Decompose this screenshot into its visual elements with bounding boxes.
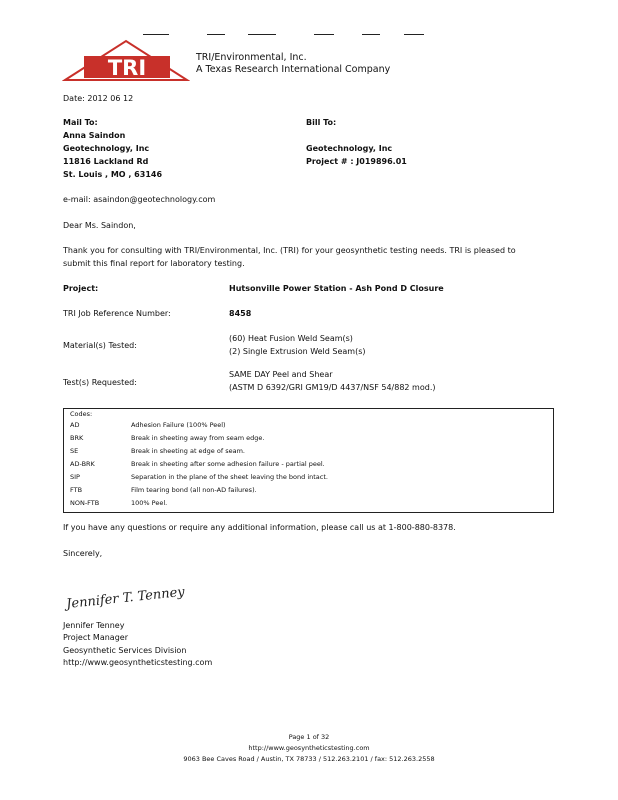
tests-line: SAME DAY Peel and Shear [229,370,333,379]
sincerely: Sincerely, [63,549,103,558]
signer-division: Geosynthetic Services Division [63,646,187,655]
job-ref-label: TRI Job Reference Number: [63,309,171,318]
signer-url[interactable]: http://www.geosyntheticstesting.com [63,658,213,667]
codes-title [64,410,553,420]
intro-line: submit this final report for laboratory testing. [63,259,245,268]
header-rule [314,34,334,35]
code-desc: 100% Peel. [131,499,168,507]
signer-name: Jennifer Tenney [63,621,125,630]
code-key: BRK [70,434,84,442]
mail-to-street: 11816 Lackland Rd [63,157,149,166]
header-rule [207,34,225,35]
code-desc: Film tearing bond (all non-AD failures). [131,486,257,494]
materials-label: Material(s) Tested: [63,341,137,350]
closing-line: If you have any questions or require any additional information, please call us at 1-800-880-8378. [63,523,456,532]
mail-to-label: Mail To: [63,118,98,127]
code-row [64,421,553,431]
header-rule [404,34,424,35]
code-key: SE [70,447,79,455]
signature-text: Jennifer T. Tenney [65,584,186,613]
signer-title: Project Manager [63,633,128,642]
code-row [64,486,553,496]
code-desc: Break in sheeting away from seam edge. [131,434,265,442]
footer-url[interactable]: http://www.geosyntheticstesting.com [248,744,370,752]
footer-page: Page 1 of 32 [288,733,330,741]
code-key: SIP [70,473,80,481]
mail-to-city: St. Louis , MO , 63146 [63,170,163,179]
company-subtitle: A Texas Research International Company [196,64,391,75]
job-ref-value: 8458 [229,309,252,318]
codes-box [63,408,554,513]
mail-to-name: Anna Saindon [63,131,126,140]
company-name: TRI/Environmental, Inc. [196,52,307,63]
header-rule [248,34,276,35]
tri-logo [62,38,190,84]
project-value: Hutsonville Power Station - Ash Pond D Closure [229,284,444,293]
email-line: e-mail: asaindon@geotechnology.com [63,195,216,204]
signature [64,578,194,614]
code-desc: Break in sheeting at edge of seam. [131,447,245,455]
code-key: FTB [70,486,83,494]
header-rule [362,34,380,35]
materials-line: (2) Single Extrusion Weld Seam(s) [229,347,366,356]
code-desc: Break in sheeting after some adhesion failure - partial peel. [131,460,325,468]
bill-to-label: Bill To: [306,118,337,127]
codes-title-text: Codes: [70,410,93,418]
intro-line: Thank you for consulting with TRI/Environmental, Inc. (TRI) for your geosynthetic testing needs. TRI is pleased to [63,246,516,255]
code-key: NON-FTB [70,499,100,507]
code-row [64,447,553,457]
logo-text: TRI [107,56,147,80]
code-key: AD [70,421,80,429]
footer-address: 9063 Bee Caves Road / Austin, TX 78733 / 512.263.2101 / fax: 512.263.2558 [183,755,435,763]
bill-to-project: Project # : J019896.01 [306,157,407,166]
code-key: AD-BRK [70,460,95,468]
materials-line: (60) Heat Fusion Weld Seam(s) [229,334,353,343]
tests-label: Test(s) Requested: [63,378,137,387]
date-line: Date: 2012 06 12 [63,94,134,103]
project-label: Project: [63,284,99,293]
code-row [64,434,553,444]
bill-to-company: Geotechnology, Inc [306,144,393,153]
mail-to-company: Geotechnology, Inc [63,144,150,153]
code-desc: Separation in the plane of the sheet leaving the bond intact. [131,473,328,481]
code-row [64,460,553,470]
code-row [64,473,553,483]
tests-line: (ASTM D 6392/GRI GM19/D 4437/NSF 54/882 mod.) [229,383,436,392]
header-rule [143,34,169,35]
code-desc: Adhesion Failure (100% Peel) [131,421,226,429]
code-row [64,499,553,509]
salutation: Dear Ms. Saindon, [63,221,136,230]
